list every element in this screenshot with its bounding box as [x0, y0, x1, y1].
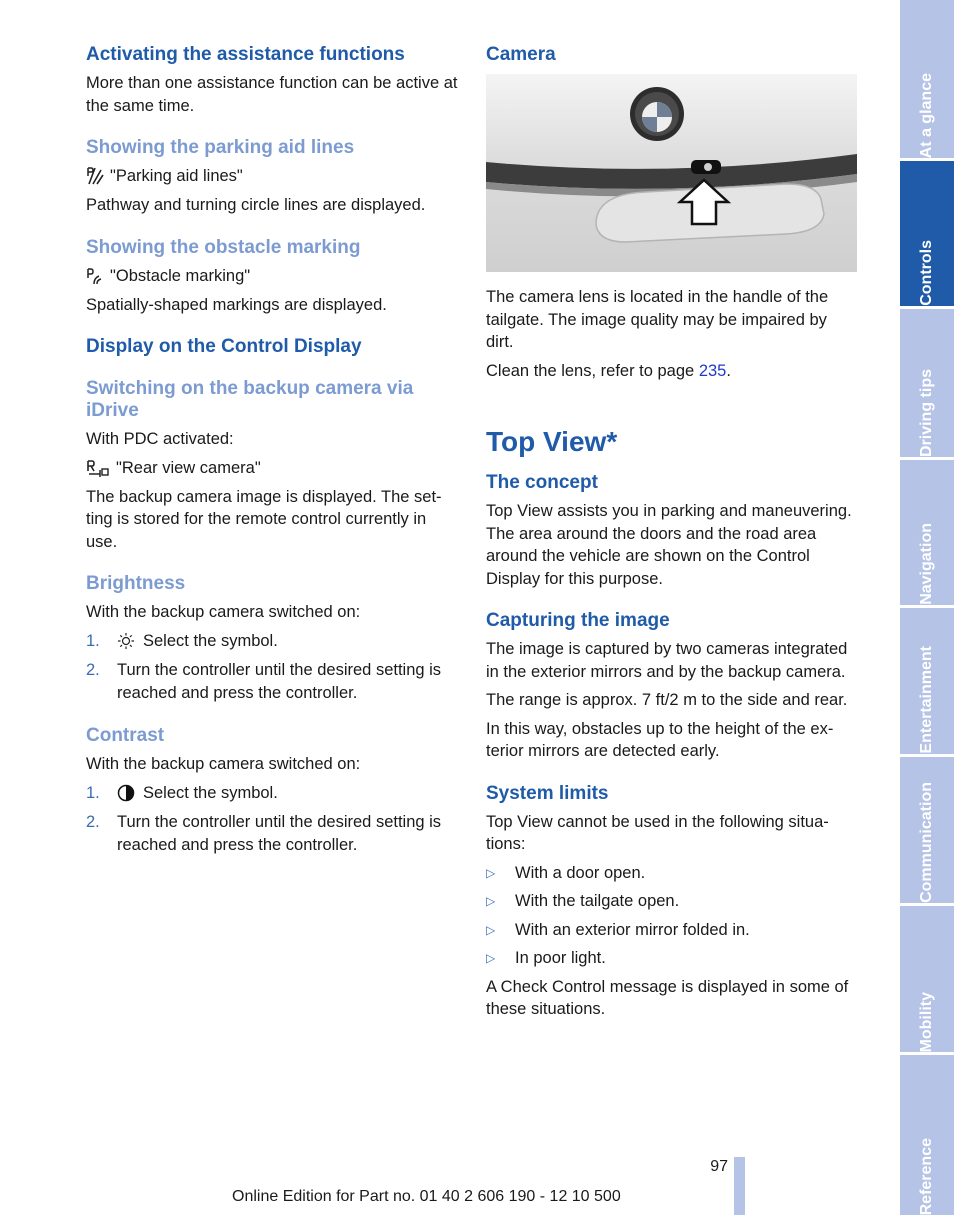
obstacle-row [86, 265, 458, 287]
step-number: 2. [86, 813, 100, 831]
clean-text-start: Clean the lens, refer to page [486, 361, 699, 380]
bmw-logo [630, 87, 684, 141]
page-ref-link[interactable]: 235 [698, 361, 727, 380]
display-heading: Display on the Control Display [86, 336, 362, 357]
limits-list [486, 862, 858, 970]
contrast-intro: With the backup camera switched on: [86, 755, 361, 773]
step-number: 1. [86, 783, 100, 802]
tab-label: Controls [918, 240, 935, 306]
brightness-step [86, 659, 458, 704]
parking-lines-heading: Showing the parking aid lines [86, 137, 355, 158]
camera-caption: The camera lens is located in the handle of the tailgate. The image quality may be impaired by dirt. [486, 288, 829, 351]
sun-icon [117, 632, 135, 650]
list-item [486, 890, 858, 913]
tab-at-a-glance[interactable] [900, 0, 954, 158]
tab-driving-tips[interactable] [900, 309, 954, 457]
rear-camera-icon [86, 458, 110, 478]
list-item [486, 862, 858, 885]
clean-text [486, 360, 858, 383]
parking-lines-icon [86, 166, 104, 186]
brightness-steps [86, 630, 458, 705]
list-item-text: With the tailgate open. [515, 892, 680, 910]
tab-label: Driving tips [918, 368, 935, 457]
list-item-text: With a door open. [515, 863, 646, 882]
camera-heading: Camera [486, 44, 556, 65]
tab-reference[interactable] [900, 1055, 954, 1215]
capturing-heading: Capturing the image [486, 610, 670, 631]
switching-text1: With PDC activated: [86, 430, 234, 448]
step-text: Select the symbol. [143, 631, 278, 650]
rear-camera-label: "Rear view camera" [116, 458, 261, 477]
right-column [486, 44, 858, 1027]
list-item-text: In poor light. [515, 949, 606, 967]
list-item [486, 919, 858, 942]
parking-lines-text: Pathway and turning circle lines are displayed. [86, 196, 426, 214]
bullet-triangle-icon: ▷ [486, 894, 496, 908]
tab-label: Mobility [918, 991, 935, 1052]
left-column [86, 44, 458, 863]
obstacle-text: Spatially-shaped markings are displayed. [86, 295, 387, 314]
contrast-icon [117, 784, 135, 802]
step-number: 2. [86, 661, 100, 679]
concept-heading: The concept [486, 472, 598, 493]
tab-label: Navigation [918, 523, 935, 605]
step-text: Turn the controller until the desired setting is reached and press the controller. [117, 813, 442, 854]
rear-camera-row [86, 457, 458, 479]
tab-label: Entertainment [918, 646, 935, 754]
brightness-step [86, 630, 458, 653]
limits-outro: A Check Control message is displayed in some of these situations. [486, 977, 849, 1018]
list-item-text: With an exterior mirror folded in. [515, 920, 750, 939]
step-number: 1. [86, 631, 100, 650]
parking-lines-row [86, 165, 458, 187]
bullet-triangle-icon: ▷ [486, 865, 496, 880]
bullet-triangle-icon: ▷ [486, 922, 496, 937]
activating-heading: Activating the assistance functions [86, 44, 405, 65]
tab-label: Reference [918, 1137, 935, 1215]
tab-navigation[interactable] [900, 460, 954, 605]
switching-heading: Switching on the backup camera via iDrive [86, 378, 414, 421]
footer-text: Online Edition for Part no. 01 40 2 606 190 - 12 10 500 [232, 1188, 621, 1205]
obstacle-label: "Obstacle marking" [110, 266, 251, 285]
page-number: 97 [710, 1158, 728, 1175]
contrast-step [86, 782, 458, 805]
switching-text2: The backup camera image is displayed. The setting is stored for the remote control currently in use. [86, 487, 442, 551]
capturing-text3: In this way, obstacles up to the height of the exterior mirrors are detected early. [486, 719, 834, 760]
tab-entertainment[interactable] [900, 608, 954, 754]
step-text: Select the symbol. [143, 783, 278, 802]
capturing-text1: The image is captured by two cameras integrated in the exterior mirrors and by the backup camera. [486, 640, 848, 681]
limits-intro: Top View cannot be used in the following situations: [486, 812, 829, 853]
tab-controls[interactable] [900, 161, 954, 306]
tab-mobility[interactable] [900, 906, 954, 1052]
limits-heading: System limits [486, 782, 609, 804]
brightness-intro: With the backup camera switched on: [86, 603, 361, 621]
brightness-heading: Brightness [86, 573, 186, 594]
step-text: Turn the controller until the desired setting is reached and press the controller. [117, 661, 442, 702]
tab-label: At a glance [918, 72, 935, 158]
page-marker-bar [734, 1157, 745, 1215]
tab-label: Communication [918, 782, 935, 903]
list-item [486, 947, 858, 970]
bullet-triangle-icon: ▷ [486, 951, 496, 965]
topview-title: Top View* [486, 426, 618, 457]
contrast-steps [86, 782, 458, 857]
activating-text: More than one assistance function can be active at the same time. [86, 74, 458, 115]
capturing-text2: The range is approx. 7 ft/2 m to the side and rear. [486, 691, 848, 709]
tailgate-camera-photo [486, 74, 857, 272]
parking-lines-label: "Parking aid lines" [110, 167, 243, 185]
contrast-heading: Contrast [86, 725, 165, 746]
tab-communication[interactable] [900, 757, 954, 903]
obstacle-heading: Showing the obstacle marking [86, 236, 361, 258]
chapter-sidebar [898, 0, 954, 1215]
contrast-step [86, 811, 458, 856]
concept-text: Top View assists you in parking and maneuvering. The area around the doors and the road area around the vehicle are shown on the Control Display for this purpose. [486, 502, 852, 588]
obstacle-marking-icon [86, 266, 104, 286]
clean-text-end: . [726, 361, 731, 380]
